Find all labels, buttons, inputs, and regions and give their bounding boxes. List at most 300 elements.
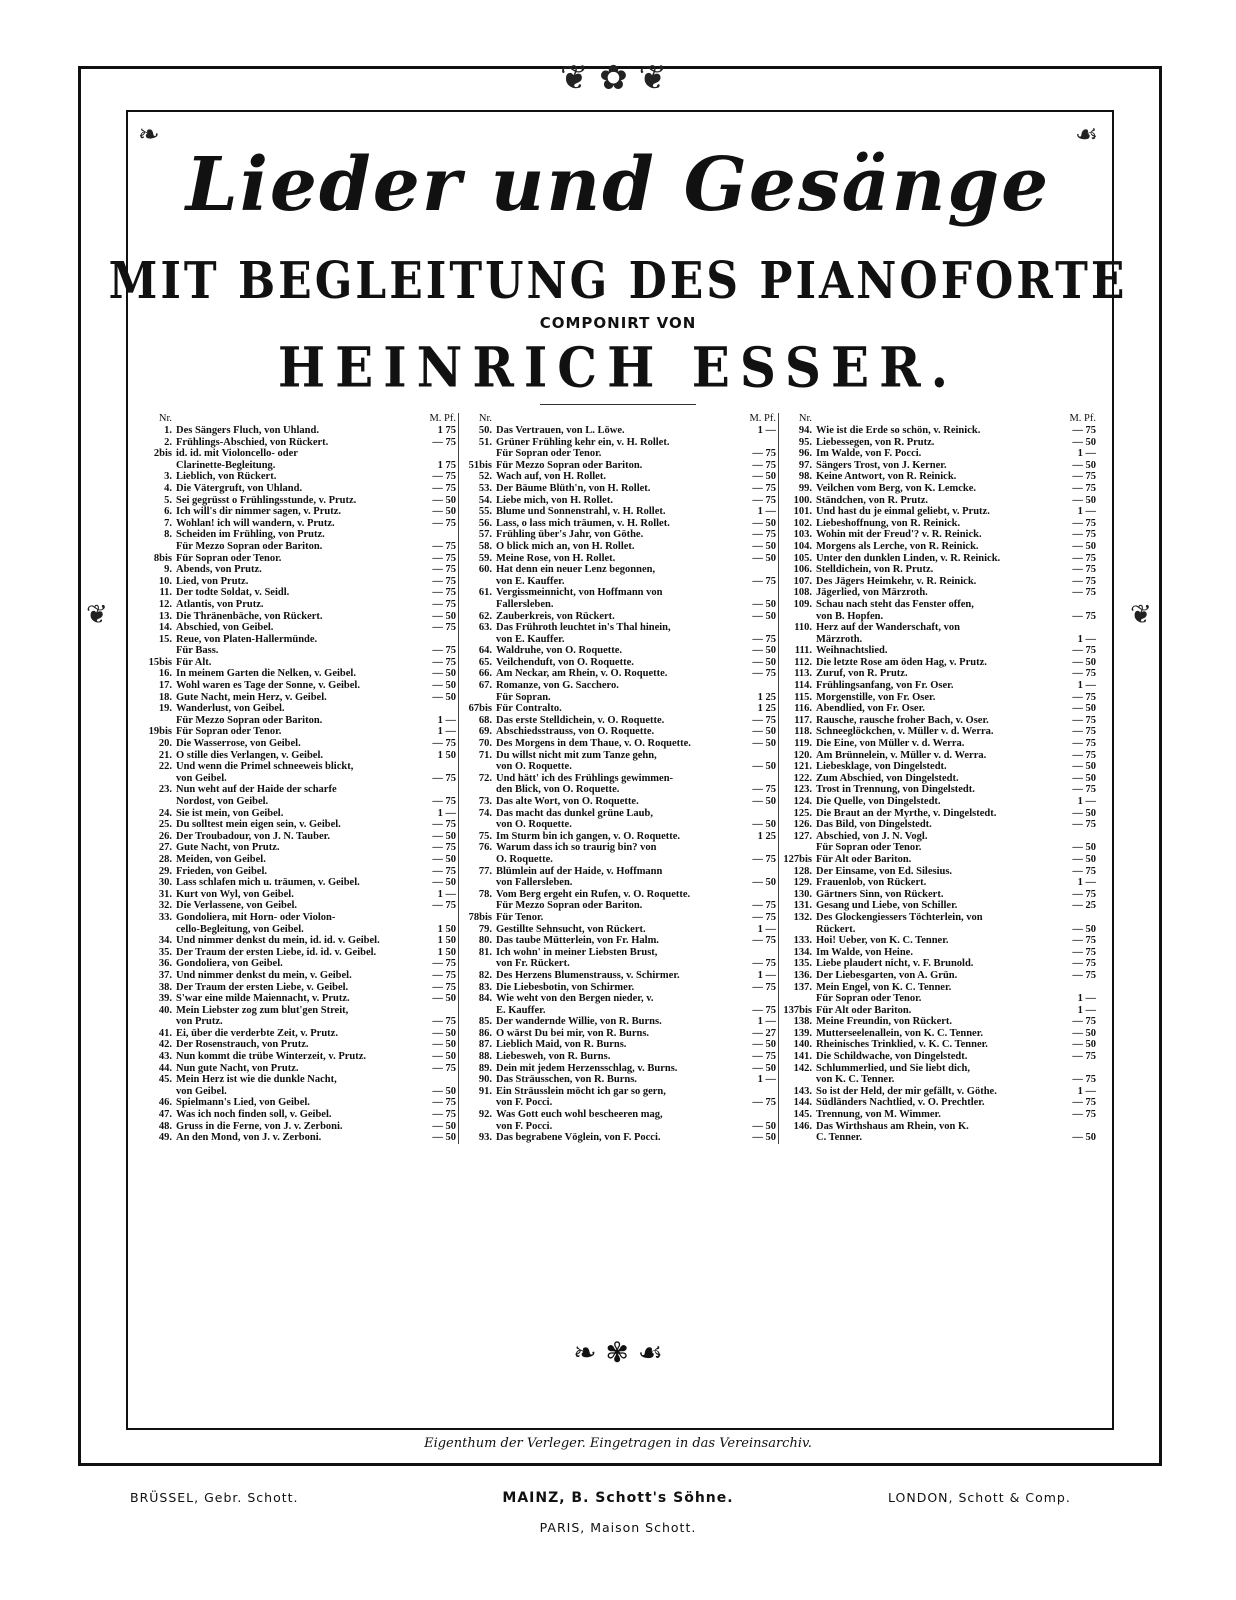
song-number: 108. xyxy=(793,587,812,599)
song-number: 26. xyxy=(158,830,172,842)
song-number: 10. xyxy=(158,575,172,587)
song-price: — 50 xyxy=(432,691,456,703)
song-number: 15bis xyxy=(148,656,172,668)
song-price xyxy=(728,437,778,449)
song-price xyxy=(1048,1063,1098,1075)
song-price xyxy=(728,866,778,878)
publisher-paris: PARIS, Maison Schott. xyxy=(539,1520,697,1535)
song-entry xyxy=(460,1039,778,1051)
song-entry xyxy=(140,796,458,808)
song-price: — 75 xyxy=(1072,946,1096,958)
song-title: Gondoliera, von Geibel. xyxy=(176,958,283,970)
song-title: Für Contralto. xyxy=(496,703,562,715)
song-entry xyxy=(460,912,778,924)
song-title: Lieblich, von Rückert. xyxy=(176,471,277,483)
song-entry xyxy=(780,842,1098,854)
song-title: Die Liebesbotin, von Schirmer. xyxy=(496,981,635,993)
song-title: Wie weht von den Bergen nieder, v. xyxy=(496,993,654,1005)
song-title: Morgenstille, von Fr. Oser. xyxy=(816,691,936,703)
song-price: — 75 xyxy=(432,865,456,877)
song-number xyxy=(460,900,496,912)
song-title: von F. Pocci. xyxy=(496,1120,553,1132)
song-title: An den Mond, von J. v. Zerboni. xyxy=(176,1132,322,1144)
song-title: Meiden, von Geibel. xyxy=(176,853,266,865)
song-title: Für Sopran oder Tenor. xyxy=(176,726,282,738)
song-price: — 75 xyxy=(1072,691,1096,703)
song-price: — 75 xyxy=(1072,819,1096,831)
song-title: Romanze, von G. Sacchero. xyxy=(496,680,619,692)
song-title: Abschiedsstrauss, von O. Roquette. xyxy=(496,726,655,738)
song-entry xyxy=(140,437,458,449)
song-title: Für Sopran oder Tenor. xyxy=(496,448,602,460)
song-price: — 50 xyxy=(1072,761,1096,773)
song-title: Am Brünnelein, v. Müller v. d. Werra. xyxy=(816,749,987,761)
song-entry xyxy=(140,576,458,588)
song-number: 16. xyxy=(158,668,172,680)
song-title: Des Morgens in dem Thaue, v. O. Roquette. xyxy=(496,738,691,750)
song-price xyxy=(728,680,778,692)
song-entry xyxy=(780,1109,1098,1121)
song-title: Vergissmeinnicht, von Hoffmann von xyxy=(496,587,663,599)
song-number: 66. xyxy=(478,668,492,680)
song-price: — 50 xyxy=(432,610,456,622)
song-price: — 50 xyxy=(1072,436,1096,448)
song-number: 21. xyxy=(158,749,172,761)
song-price: — 50 xyxy=(1072,540,1096,552)
song-entry xyxy=(140,1097,458,1109)
song-title: Das macht das dunkel grüne Laub, xyxy=(496,807,653,819)
song-entry xyxy=(460,471,778,483)
song-number xyxy=(780,842,816,854)
song-number: 78. xyxy=(478,888,492,900)
song-price: — 75 xyxy=(1072,668,1096,680)
song-title: Gärtners Sinn, von Rückert. xyxy=(816,888,944,900)
song-number: 52. xyxy=(478,471,492,483)
column-header xyxy=(460,413,778,425)
song-title: Nun weht auf der Haide der scharfe xyxy=(176,784,337,796)
song-number: 61. xyxy=(478,587,492,599)
song-number: 67bis xyxy=(468,703,492,715)
song-title: Wie ist die Erde so schön, v. Reinick. xyxy=(816,425,981,436)
song-entry xyxy=(460,1063,778,1075)
song-price: — 75 xyxy=(752,1004,776,1016)
song-number xyxy=(780,924,816,936)
song-entry xyxy=(140,1074,458,1086)
song-title: Der Liebesgarten, von A. Grün. xyxy=(816,969,958,981)
song-price xyxy=(728,842,778,854)
song-number: 139. xyxy=(793,1027,812,1039)
song-entry xyxy=(140,680,458,692)
song-number: 42. xyxy=(158,1039,172,1051)
song-price: — 27 xyxy=(752,1027,776,1039)
song-title: Nordost, von Geibel. xyxy=(176,796,269,807)
song-entry xyxy=(140,1132,458,1144)
song-entry xyxy=(140,715,458,727)
song-price: — 75 xyxy=(432,436,456,448)
song-price: 1 — xyxy=(1077,680,1096,692)
song-entry xyxy=(460,622,778,634)
song-number: 54. xyxy=(478,494,492,506)
song-price: — 50 xyxy=(752,656,776,668)
song-entry xyxy=(780,668,1098,680)
song-title: Der wandernde Willie, von R. Burns. xyxy=(496,1016,662,1028)
song-title: Im Sturm bin ich gangen, v. O. Roquette. xyxy=(496,830,681,842)
corner-ornament-icon: ❧ xyxy=(138,120,160,150)
song-entry xyxy=(140,993,458,1005)
song-entry xyxy=(780,796,1098,808)
song-entry xyxy=(460,564,778,576)
song-number: 89. xyxy=(478,1062,492,1074)
song-title: den Blick, von O. Roquette. xyxy=(496,784,620,796)
song-number: 109. xyxy=(793,598,812,610)
song-entry xyxy=(780,808,1098,820)
song-number: 51bis xyxy=(468,459,492,471)
nr-header: Nr. xyxy=(798,413,812,424)
song-price: — 50 xyxy=(1072,923,1096,935)
song-entry xyxy=(780,761,1098,773)
song-entry xyxy=(460,1051,778,1063)
song-number: 41. xyxy=(158,1027,172,1039)
song-entry xyxy=(140,773,458,785)
song-number: 12. xyxy=(158,598,172,610)
publisher-london: LONDON, Schott & Comp. xyxy=(888,1490,1071,1505)
song-price: — 75 xyxy=(1072,1097,1096,1109)
song-number: 115. xyxy=(794,691,812,703)
song-entry xyxy=(780,889,1098,901)
song-number: 30. xyxy=(158,877,172,889)
song-title: Spielmann's Lied, von Geibel. xyxy=(176,1097,310,1109)
song-title: von O. Roquette. xyxy=(496,819,572,831)
song-title: Was Gott euch wohl bescheeren mag, xyxy=(496,1109,663,1121)
song-number: 15. xyxy=(158,633,172,645)
song-number: 135. xyxy=(793,958,812,970)
song-entry xyxy=(460,819,778,831)
song-number: 48. xyxy=(158,1120,172,1132)
song-price xyxy=(728,773,778,785)
song-number xyxy=(460,819,496,831)
song-entry xyxy=(460,738,778,750)
song-price xyxy=(408,634,458,646)
song-title: Atlantis, von Prutz. xyxy=(176,598,264,610)
song-price xyxy=(408,529,458,541)
song-entry xyxy=(780,993,1098,1005)
song-price: — 75 xyxy=(432,772,456,784)
song-number: 8bis xyxy=(153,552,172,564)
nr-header: Nr. xyxy=(158,413,172,424)
song-title: Für Tenor. xyxy=(496,911,544,923)
song-number: 51. xyxy=(478,436,492,448)
song-price: 1 — xyxy=(757,1074,776,1086)
song-number: 95. xyxy=(798,436,812,448)
song-price: 1 50 xyxy=(437,946,456,958)
song-number: 128. xyxy=(793,865,812,877)
song-price: — 75 xyxy=(432,540,456,552)
song-entry xyxy=(460,703,778,715)
song-entry xyxy=(460,495,778,507)
song-number: 117. xyxy=(794,714,812,726)
song-entry xyxy=(780,1028,1098,1040)
song-entry xyxy=(460,553,778,565)
song-entry xyxy=(460,831,778,843)
song-title: Im Walde, von Heine. xyxy=(816,946,913,958)
song-number: 69. xyxy=(478,726,492,738)
song-title: von B. Hopfen. xyxy=(816,610,884,622)
song-number xyxy=(140,541,176,553)
song-entry xyxy=(460,529,778,541)
song-number: 102. xyxy=(793,517,812,529)
song-number: 40. xyxy=(158,1004,172,1016)
song-entry xyxy=(780,1051,1098,1063)
song-number: 74. xyxy=(478,807,492,819)
side-ornament-icon: ❦ xyxy=(1130,600,1152,630)
song-title: Stelldichein, von R. Prutz. xyxy=(816,564,934,576)
song-number: 111. xyxy=(794,645,812,657)
song-title: Herz auf der Wanderschaft, von xyxy=(816,622,960,634)
song-price: — 75 xyxy=(752,494,776,506)
song-price: 1 — xyxy=(757,425,776,436)
song-title: Liebesweh, von R. Burns. xyxy=(496,1051,611,1063)
price-header: M. Pf. xyxy=(749,413,776,424)
song-number: 112. xyxy=(794,656,812,668)
song-title: Wanderlust, von Geibel. xyxy=(176,703,285,715)
song-entry xyxy=(140,1005,458,1017)
song-entry xyxy=(780,460,1098,472)
song-price: — 75 xyxy=(1072,726,1096,738)
song-title: Nun gute Nacht, von Prutz. xyxy=(176,1062,299,1074)
song-entry xyxy=(780,622,1098,634)
song-title: Sie ist mein, von Geibel. xyxy=(176,807,284,819)
song-entry xyxy=(140,726,458,738)
song-number: 129. xyxy=(793,877,812,889)
song-entry xyxy=(140,460,458,472)
song-entry xyxy=(780,495,1098,507)
song-number xyxy=(140,924,176,936)
song-entry xyxy=(460,1086,778,1098)
song-number: 11. xyxy=(159,587,172,599)
song-title: Zauberkreis, von Rückert. xyxy=(496,610,615,622)
song-title: Südländers Nachtlied, v. O. Prechtler. xyxy=(816,1097,985,1109)
song-price: 1 75 xyxy=(437,459,456,471)
song-number: 82. xyxy=(478,969,492,981)
song-price: — 75 xyxy=(432,564,456,576)
song-entry xyxy=(140,924,458,936)
song-title: Der todte Soldat, v. Seidl. xyxy=(176,587,290,599)
song-title: Gute Nacht, von Prutz. xyxy=(176,842,280,854)
song-price xyxy=(728,993,778,1005)
song-title: Die Verlassene, von Geibel. xyxy=(176,900,298,912)
song-title: Rheinisches Trinklied, v. K. C. Tenner. xyxy=(816,1039,988,1051)
song-entry xyxy=(780,576,1098,588)
song-number xyxy=(460,692,496,704)
song-title: Die Eine, von Müller v. d. Werra. xyxy=(816,738,965,750)
song-price: — 75 xyxy=(1072,1109,1096,1121)
song-title: Am Neckar, am Rhein, v. O. Roquette. xyxy=(496,668,668,680)
song-title: Das Bild, von Dingelstedt. xyxy=(816,819,932,831)
song-number: 43. xyxy=(158,1051,172,1063)
song-title: Das Wirthshaus am Rhein, von K. xyxy=(816,1120,969,1132)
song-entry xyxy=(780,564,1098,576)
song-title: Vom Berg ergeht ein Rufen, v. O. Roquette. xyxy=(496,888,691,900)
song-number: 144. xyxy=(793,1097,812,1109)
song-title: von Geibel. xyxy=(176,1085,227,1097)
song-price: — 25 xyxy=(1072,900,1096,912)
song-entry xyxy=(460,784,778,796)
song-price: — 50 xyxy=(432,506,456,518)
song-entry xyxy=(780,715,1098,727)
song-title: Für Mezzo Sopran oder Bariton. xyxy=(176,540,323,552)
song-entry xyxy=(780,982,1098,994)
song-entry xyxy=(460,854,778,866)
song-number: 17. xyxy=(158,680,172,692)
song-price: 1 — xyxy=(1077,1004,1096,1016)
song-title: Des Glockengiessers Töchterlein, von xyxy=(816,911,983,923)
song-price: — 75 xyxy=(432,656,456,668)
song-price xyxy=(1048,622,1098,634)
song-title: Zuruf, von R. Prutz. xyxy=(816,668,908,680)
song-entry xyxy=(140,738,458,750)
song-number: 101. xyxy=(793,506,812,518)
song-title: Liebesklage, von Dingelstedt. xyxy=(816,761,947,773)
song-price: — 50 xyxy=(432,1051,456,1063)
song-number: 31. xyxy=(158,888,172,900)
song-price: — 50 xyxy=(1072,842,1096,854)
song-entry xyxy=(140,866,458,878)
song-number: 8. xyxy=(164,529,172,541)
song-number: 80. xyxy=(478,935,492,947)
song-price: — 50 xyxy=(432,494,456,506)
song-entry xyxy=(780,1005,1098,1017)
song-number: 38. xyxy=(158,981,172,993)
song-entry xyxy=(140,541,458,553)
song-number xyxy=(460,634,496,646)
song-price: — 75 xyxy=(432,1097,456,1109)
song-title: Gestillte Sehnsucht, von Rückert. xyxy=(496,923,646,935)
song-number xyxy=(460,1121,496,1133)
song-price xyxy=(1048,912,1098,924)
song-number xyxy=(140,1016,176,1028)
song-entry xyxy=(140,819,458,831)
song-title: Gute Nacht, mein Herz, v. Geibel. xyxy=(176,691,327,703)
song-number xyxy=(460,576,496,588)
song-title: Die Quelle, von Dingelstedt. xyxy=(816,796,941,807)
song-price: — 50 xyxy=(432,830,456,842)
song-price: — 75 xyxy=(432,958,456,970)
song-number: 53. xyxy=(478,482,492,494)
song-price: — 50 xyxy=(1072,459,1096,471)
song-title: Abends, von Prutz. xyxy=(176,564,262,576)
song-title: Die Vätergruft, von Uhland. xyxy=(176,482,303,494)
song-price: 1 — xyxy=(1077,448,1096,460)
song-title: Rückert. xyxy=(816,923,856,935)
song-price: — 75 xyxy=(1072,865,1096,877)
song-title: Abschied, von J. N. Vogl. xyxy=(816,830,928,842)
song-price: — 75 xyxy=(752,900,776,912)
song-title: Der Traum der ersten Liebe, v. Geibel. xyxy=(176,981,349,993)
song-title: Und hätt' ich des Frühlings gewimmen- xyxy=(496,772,674,784)
song-entry xyxy=(140,970,458,982)
corner-ornament-icon: ☙ xyxy=(1075,120,1099,150)
song-entry xyxy=(140,1016,458,1028)
song-entry xyxy=(140,854,458,866)
song-entry xyxy=(460,645,778,657)
song-entry xyxy=(460,924,778,936)
song-number: 77. xyxy=(478,865,492,877)
catalog-column-3 xyxy=(780,413,1098,1144)
song-entry xyxy=(140,529,458,541)
song-title: Liebeshoffnung, von R. Reinick. xyxy=(816,517,961,529)
catalog-column-1 xyxy=(140,413,459,1144)
song-entry xyxy=(140,599,458,611)
song-price: — 50 xyxy=(1072,703,1096,715)
catalog-column-2 xyxy=(460,413,779,1144)
song-title: von E. Kauffer. xyxy=(496,575,565,587)
song-entry xyxy=(780,599,1098,611)
song-entry xyxy=(780,784,1098,796)
song-number: 78bis xyxy=(468,911,492,923)
song-entry xyxy=(140,831,458,843)
song-price: 1 50 xyxy=(437,749,456,761)
song-number xyxy=(460,1005,496,1017)
bottom-ornament-icon: ❧ ✾ ☙ xyxy=(573,1336,663,1369)
song-entry xyxy=(780,1039,1098,1051)
song-title: Kurt von Wyl, von Geibel. xyxy=(176,888,294,900)
song-number: 92. xyxy=(478,1109,492,1121)
song-title: Gesang und Liebe, von Schiller. xyxy=(816,900,958,912)
song-title: Scheiden im Frühling, von Prutz. xyxy=(176,529,325,541)
song-price: — 50 xyxy=(752,1120,776,1132)
song-price: 1 25 xyxy=(757,830,776,842)
song-title: Für Mezzo Sopran oder Bariton. xyxy=(496,900,643,912)
song-number: 88. xyxy=(478,1051,492,1063)
song-number: 96. xyxy=(798,448,812,460)
song-entry xyxy=(780,1074,1098,1086)
song-price: — 50 xyxy=(1072,807,1096,819)
song-title: id. id. mit Violoncello- oder xyxy=(176,448,298,460)
song-price: — 75 xyxy=(752,1097,776,1109)
song-number: 55. xyxy=(478,506,492,518)
song-price: — 75 xyxy=(1072,958,1096,970)
song-price xyxy=(728,889,778,901)
song-title: Zum Abschied, von Dingelstedt. xyxy=(816,772,959,784)
song-number xyxy=(140,1086,176,1098)
song-entry xyxy=(780,645,1098,657)
song-entry xyxy=(140,425,458,437)
song-entry xyxy=(460,437,778,449)
song-title: Der Bäume Blüth'n, von H. Rollet. xyxy=(496,482,651,494)
song-price: — 50 xyxy=(752,796,776,807)
song-price: — 75 xyxy=(432,981,456,993)
song-number: 73. xyxy=(478,796,492,807)
song-title: Clarinette-Begleitung. xyxy=(176,459,276,471)
nr-header: Nr. xyxy=(478,413,492,424)
song-entry xyxy=(460,935,778,947)
song-number: 20. xyxy=(158,738,172,750)
song-price: — 75 xyxy=(752,575,776,587)
song-entry xyxy=(460,993,778,1005)
song-price: — 75 xyxy=(1072,645,1096,657)
song-number: 127bis xyxy=(783,853,812,865)
song-number: 13. xyxy=(158,610,172,622)
song-title: Und nimmer denkst du mein, v. Geibel. xyxy=(176,969,352,981)
song-title: Für Alt oder Bariton. xyxy=(816,853,912,865)
song-title: Frühling über's Jahr, von Göthe. xyxy=(496,529,644,541)
song-price: — 50 xyxy=(752,1062,776,1074)
song-number: 76. xyxy=(478,842,492,854)
song-entry xyxy=(780,1121,1098,1133)
song-title: Das Sträusschen, von R. Burns. xyxy=(496,1074,637,1086)
song-entry xyxy=(780,506,1098,518)
song-entry xyxy=(780,657,1098,669)
